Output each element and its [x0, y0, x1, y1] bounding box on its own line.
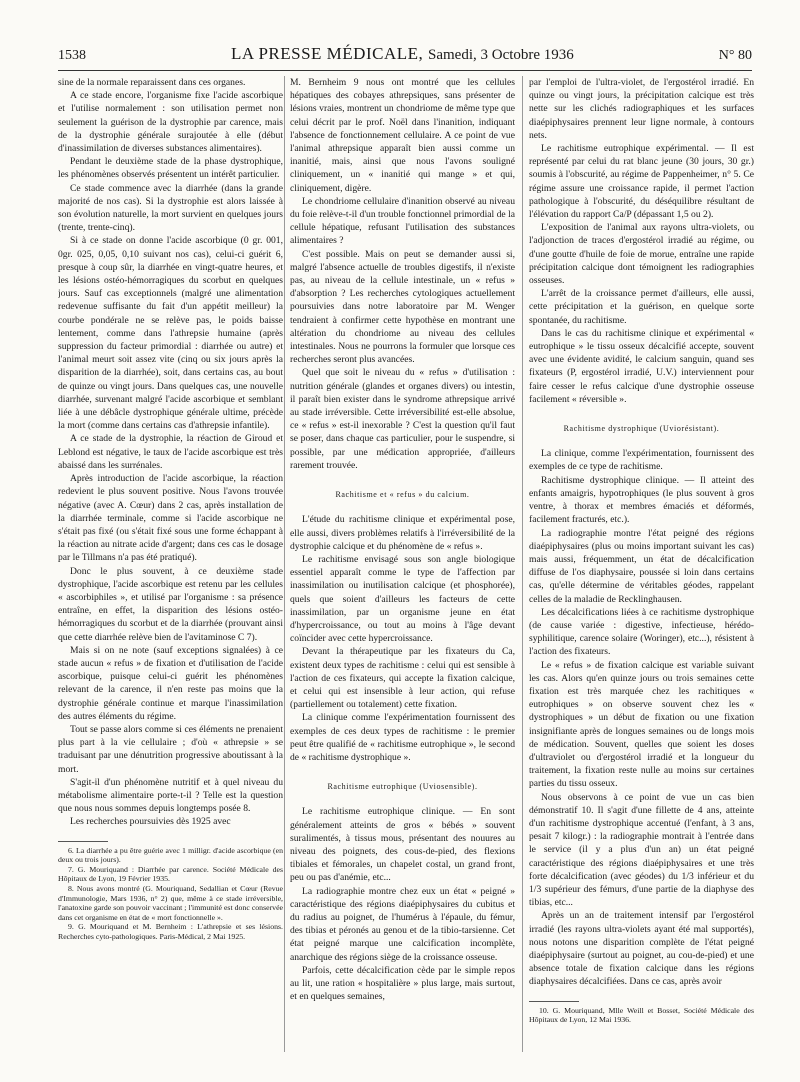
- paragraph: La clinique, comme l'expérimentation, fournissent des exemples de ce type de rachitisme.: [529, 448, 754, 473]
- paragraph: Devant la thérapeutique par les fixateurs du Ca, existent deux types de rachitisme : celui qui est sensible à l'action de ces fixateurs, qui accepte la fixation calcique, et celui qui est insensible à leur action, qui refuse (partiellement ou totalement) cette fixation.: [290, 646, 515, 711]
- paragraph: M. Bernheim 9 nous ont montré que les cellules hépatiques des cobayes athrepsiques, sans présenter de lésions vraies, montrent un chondriome de même type que celui décrit par le prof. Noël dans l'inanition, indiquant l'absence de fonctionnement cellulaire. A ce point de vue l'animal athrepsique apparaît bien aussi comme un inanitié, mais, ainsi que nous l'avons souligné cliniquement, un « inanitié qui mange » et qui, cliniquement, digère.: [290, 77, 515, 194]
- paragraph: Après un an de traitement intensif par l'ergostérol irradié (les rayons ultra-violets ayant été mal supportés), nous notons une disparition complète de l'état peigné diaépiphysaire (surtout au poignet, au cou-de-pied) et une absence totale de fixation calcique dans les régions diaphysaires décalcifiées. Dans ce cas, après avoir: [529, 910, 754, 988]
- footnote-rule: [529, 1001, 579, 1002]
- paragraph: C'est possible. Mais on peut se demander aussi si, malgré l'absence actuelle de troubles digestifs, il n'existe pas, au niveau de la cellule intestinale, un « refus » d'absorption ? Les recherches cytologiques actuellement poursuivies dans notre laboratoire par M. Wenger tendraient à confirmer cette hypothèse en montrant une altération du chondriome au niveau des cellules intestinales. Nous ne pourrons la formuler que lorsque ces recherches seront plus avancées.: [290, 248, 515, 366]
- paragraph: Les recherches poursuivies dès 1925 avec: [70, 816, 231, 828]
- paragraph: Rachitisme dystrophique clinique. — Il atteint des enfants amaigris, hypotrophiques (le plus souvent à gros ventre, à thorax et membres émaciés et déformés, facilement fracturés, etc.).: [529, 474, 754, 526]
- paragraph: La clinique comme l'expérimentation fournissent des exemples de ces deux types de rachitisme : le premier peut être qualifié de « rachitisme eutrophique », le second de « rachitisme dystrophique ».: [290, 712, 515, 763]
- section-heading: Rachitisme eutrophique (Uviosensible).: [327, 782, 478, 792]
- paragraph: La radiographie montre chez eux un état « peigné » caractéristique des régions diaépiphysaires du cubitus et du radius au poignet, de l'humérus à l'épaule, du fémur, des tibias et péronés au genou et de la tibio-tarsienne. Cet état peigné marque une calcification incomplète, anarchique des régions siège de la croissance osseuse.: [290, 885, 515, 963]
- page-header: [58, 44, 752, 70]
- paragraph: Dans le cas du rachitisme clinique et expérimental « eutrophique » le tissu osseux décalcifié accepte, souvent avec une évidente avidité, le calcium sanguin, quand ses fixateurs (P, ergostérol irradié, U.V.) interviennent pour faire cesser le refus calcique d'une dystrophie osseuse facilement « réversible ».: [529, 327, 754, 405]
- section-heading: Rachitisme et « refus » du calcium.: [335, 490, 470, 500]
- column-2: [290, 76, 515, 1058]
- paragraph: Après introduction de l'acide ascorbique, la réaction redevient le plus souvent positive. Nous l'avons trouvée négative (avec A. Cœur) dans 2 cas, après installation de la diarrhée terminale, comme si l'acide ascorbique ne s'était pas fixé (ou s'était fixé sous une forme échappant à la réaction au nitrate acide d'argent; dans ces cas le dosage par le Tillmans n'a pas été pratiqué).: [58, 473, 283, 564]
- paragraph: par l'emploi de l'ultra-violet, de l'ergostérol irradié. En quinze ou vingt jours, la précipitation calcique est très nette sur les clichés radiographiques et les surfaces diaépiphysaires prennent leur ligne normale, à contours nets.: [529, 77, 754, 141]
- journal-title: [231, 44, 574, 64]
- footnote-rule: [58, 841, 108, 842]
- paragraph: Donc le plus souvent, à ce deuxième stade dystrophique, l'acide ascorbique est retenu par les cellules « ascorbiphiles », et utilisé par l'organisme : sa présence entraîne, en effet, la disparition des lésions ostéo-hémorragiques du scorbut et de la diarrhée (prouvant ainsi que cette diarrhée relève bien de l'avitaminose C 7).: [58, 565, 283, 643]
- page-number: 1538: [58, 48, 86, 63]
- paragraph: Le rachitisme eutrophique expérimental. — Il est représenté par celui du rat blanc jeune (30 jours, 30 gr.) soumis à l'obscurité, au régime de Pappenheimer, n° 5. Ce régime assure une croissance rapide, il permet l'action pathologique à l'obscurité, du déséquilibre résultant de l'élévation du rapport Ca/P (dépassant 1,5 ou 2).: [529, 143, 754, 221]
- paragraph: L'exposition de l'animal aux rayons ultra-violets, ou l'adjonction de traces d'ergostérol irradié au régime, ou d'une goutte d'huile de foie de morue, entraîne une rapide précipitation calcique dont témoignent les radiographies osseuses.: [529, 222, 754, 287]
- paragraph: Le « refus » de fixation calcique est variable suivant les cas. Alors qu'en quinze jours ou trois semaines cette fixation est très marquée chez les rachitiques « eutrophiques » on observe souvent chez les « dystrophiques » un début de fixation ou une fixation insignifiante après de longues semaines ou de longs mois de médication. Souvent, quelles que soient les doses d'ultraviolet ou d'ergostérol irradié et la longueur du traitement, la fixation reste nulle au moins sur certaines parties du tissu osseux.: [529, 659, 754, 790]
- paragraph: Ce stade commence avec la diarrhée (dans la grande majorité de nos cas). Si la dystrophie est alors laissée à son évolution naturelle, la mort survient en quelques jours (trente, trente-cinq).: [58, 182, 283, 234]
- paragraph: A ce stade de la dystrophie, la réaction de Giroud et Leblond est négative, le taux de l'acide ascorbique est très abaissé dans les surrénales.: [58, 433, 283, 471]
- paragraph: S'agit-il d'un phénomène nutritif et à quel niveau du métabolisme alimentaire porte-t-il ? Telle est la question que nous nous sommes depuis longtemps posée 8.: [58, 776, 283, 815]
- paragraph: Les décalcifications liées à ce rachitisme dystrophique (de cause variée : digestive, infectieuse, hérédo-syphilitique, carence solaire (Woringer), etc...), résistent à l'action des fixateurs.: [529, 606, 754, 658]
- column-3: [529, 76, 754, 1058]
- paragraph: sine de la normale reparaissent dans ces organes.: [58, 77, 246, 88]
- footnote: 6. La diarrhée a pu être guérie avec 1 milligr. d'acide ascorbique (en deux ou trois jours).: [58, 845, 283, 865]
- paragraph: Nous observons à ce point de vue un cas bien démonstratif 10. Il s'agit d'une fillette de 4 ans, atteinte d'un rachitisme dystrophique accentué (l'enfant, à 3 ans, pesait 7 kilogr.) : la radiographie montrait à l'entrée dans le service (il y a plus d'un an) un état peigné caractéristique des régions diaépiphysaires et une très forte décalcification (avec géodes) du 1/3 inférieur et du 1/3 supérieur des fémurs, d'une partie de la diaphyse des tibias, etc...: [529, 791, 754, 909]
- paragraph: Le chondriome cellulaire d'inanition observé au niveau du foie relève-t-il d'un trouble fonctionnel primordial de la cellule hépatique, refusant l'utilisation des substances alimentaires ?: [290, 195, 515, 247]
- issue-number: N° 80: [718, 48, 752, 63]
- paragraph: Parfois, cette décalcification cède par le simple repos au lit, une ration « hospitalière » plus large, mais surtout, et en quelques semaines,: [290, 964, 515, 1003]
- footnote: 10. G. Mouriquand, Mlle Weill et Bosset, Société Médicale des Hôpitaux de Lyon, 12 Mai 1936.: [529, 1005, 754, 1025]
- paragraph: L'étude du rachitisme clinique et expérimental pose, elle aussi, divers problèmes relatifs à l'irréversibilité de la dystrophie calcique et du phénomène de « refus ».: [290, 514, 515, 552]
- issue-date: Samedi, 3 Octobre 1936: [428, 47, 574, 63]
- footnote: 9. G. Mouriquand et M. Bernheim : L'athrepsie et ses lésions. Recherches cyto-pathologiques. Paris-Médical, 2 Mai 1925.: [58, 922, 283, 941]
- paragraph: Si à ce stade on donne l'acide ascorbique (0 gr. 001, 0gr. 025, 0,05, 0,10 suivant nos cas), celui-ci guérit 6, presque à coup sûr, la diarrhée en vingt-quatre heures, et les lésions ostéo-hémorragiques du scorbut en quelques jours. Sauf cas exceptionnels (malgré une alimentation redevenue suffisante du fait d'un appétit meilleur) la courbe pondérale ne se relève pas, le poids baisse lentement, comme dans l'athrepsie humaine (après suppression du facteur primordial : diarrhée ou autre) et l'animal meurt soit assez vite (cinq ou six jours après la disparition de la diarrhée), soit, dans certains cas, au bout de quinze ou vingt jours. Dans quelques cas, une nouvelle diarrhée, survenant malgré l'acide ascorbique et semblant liée à une débâcle dystrophique générale ultime, précède la mort (comme dans certains cas d'athrepsie infantile).: [58, 235, 283, 432]
- column-divider: [284, 76, 285, 1052]
- journal-name: LA PRESSE MÉDICALE,: [230, 44, 424, 63]
- paragraph: A ce stade encore, l'organisme fixe l'acide ascorbique et l'utilise normalement : son utilisation permet non seulement la guérison de la dystrophie par carence, mais de la dystrophie générale surajoutée à elle (début d'inassimilation de diverses substances alimentaires).: [58, 90, 283, 155]
- column-divider: [522, 76, 523, 1052]
- header-rule: [58, 70, 752, 71]
- column-1: [58, 76, 283, 1058]
- paragraph: La radiographie montre l'état peigné des régions diaépiphysaires (plus ou moins important suivant les cas) mais aussi, fréquemment, un état de décalcification diffuse de l'os diaphysaire, poussée si loin dans certains cas, qu'elle détermine de véritables géodes, rappelant celles de la maladie de Recklinghausen.: [529, 527, 754, 605]
- section-heading: Rachitisme dystrophique (Uviorésistant).: [563, 424, 720, 434]
- footnote: 7. G. Mouriquand : Diarrhée par carence. Société Médicale des Hôpitaux de Lyon, 19 Février 1935.: [58, 864, 283, 884]
- paragraph: Pendant le deuxième stade de la phase dystrophique, les phénomènes observés présentent un intérêt particulier.: [58, 156, 283, 181]
- paragraph: Mais si on ne note (sauf exceptions signalées) à ce stade aucun « refus » de fixation et d'utilisation de l'acide ascorbique, puisque celui-ci guérit les phénomènes relevant de la carence, il n'en reste pas moins que la dystrophie générale continue et marque l'inassimilation des autres éléments du régime.: [58, 644, 283, 722]
- paragraph: Tout se passe alors comme si ces éléments ne prenaient plus part à la vie cellulaire ; d'où « athrepsie » se traduisant par une dénutrition progressive aboutissant à la mort.: [58, 723, 283, 775]
- footnote: 8. Nous avons montré (G. Mouriquand, Sedallian et Cœur (Revue d'Immunologie, Mars 1936, n° 2) que, même à ce stade irréversible, l'anatoxine garde son pouvoir vaccinant ; l'immunité est donc conservée dans cet organisme en état de « mort fonctionnelle ».: [58, 883, 283, 922]
- paragraph: Le rachitisme eutrophique clinique. — En sont généralement atteints de gros « bébés » souvent suralimentés, à tissus mous, présentant des nouures au niveau des poignets, des cous-de-pied, des flexions tibiales et fémorales, un chapelet costal, un grand front, peu ou pas d'anémie, etc...: [290, 806, 515, 884]
- paragraph: Quel que soit le niveau du « refus » d'utilisation : nutrition générale (glandes et organes divers) ou intestin, il paraît bien exister dans le syndrome athrepsique arrivé au stade irréversible. Cette irréversibilité est-elle absolue, ce « refus » est-il inexorable ? C'est la question qu'il faut se poser, dans chaque cas particulier, pour le suspendre, si possible, par une médication appropriée, d'ailleurs rarement trouvée.: [290, 367, 515, 471]
- paragraph: Le rachitisme envisagé sous son angle biologique essentiel apparaît comme le type de l'affection par inassimilation ou inutilisation calcique (et phosphorée), quels que soient d'ailleurs les facteurs de cette inassimilation, par un organisme jeune en état d'hypercroissance, ou tout au moins à l'âge devant coïncider avec cette hypercroissance.: [290, 553, 515, 645]
- paragraph: L'arrêt de la croissance permet d'ailleurs, elle aussi, cette précipitation et la guérison, en quelque sorte spontanée, du rachitisme.: [529, 288, 754, 326]
